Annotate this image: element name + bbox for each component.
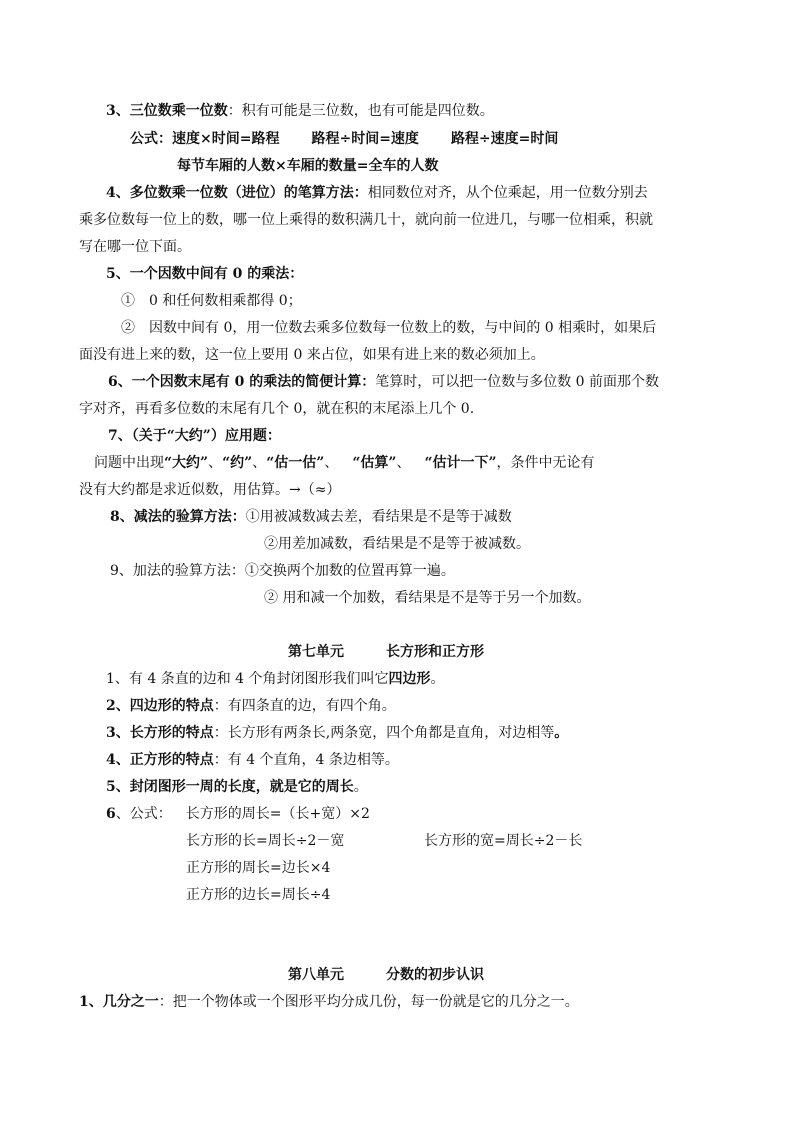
s7-keyword-5: “估计一下” bbox=[424, 455, 497, 471]
s5-heading: 5、一个因数中间有 0 的乘法： bbox=[106, 266, 304, 282]
s7-sep-3: 、 bbox=[324, 455, 339, 471]
s4-line-2: 乘多位数每一位上的数，哪一位上乘得的数积满几十，就向前一位进几，与哪一位相乘，积就 bbox=[79, 212, 653, 228]
unit7-point-1-bold: 四边形 bbox=[388, 671, 431, 687]
s4-line-3: 写在哪一位下面。 bbox=[79, 239, 191, 255]
s3-text: ：积有可能是三位数，也有可能是四位数。 bbox=[227, 103, 494, 119]
s4-heading: 4、多位数乘一位数（进位）的笔算方法： bbox=[106, 185, 368, 201]
s7-keyword-4: “估算” bbox=[352, 455, 397, 471]
unit8-title bbox=[288, 966, 484, 984]
formula-line-1 bbox=[130, 130, 558, 148]
unit7-point-3 bbox=[106, 724, 568, 742]
s5-item-2-line-1: ② 因数中间有 0，用一位数去乘多位数每一位数上的数，与中间的 0 相乘时，如果后 bbox=[121, 320, 657, 336]
s7-sep-1: 、 bbox=[208, 455, 223, 471]
unit7-point-3-end: 。 bbox=[554, 725, 569, 741]
formula-square-side: 正方形的边长=周长÷4 bbox=[186, 887, 331, 903]
unit8-point-1-text: ：把一个物体或一个图形平均分成几份，每一份就是它的几分之一。 bbox=[158, 994, 579, 1010]
unit7-point-2 bbox=[106, 697, 396, 715]
s9-method-2: ② 用和减一个加数，看结果是不是等于另一个加数。 bbox=[264, 590, 591, 606]
formula-rect-length: 长方形的长=周长÷2－宽 bbox=[186, 833, 345, 849]
s7-keyword-1: “大约” bbox=[164, 455, 209, 471]
s5-item-2-line-2: 面没有进上来的数，这一位上要用 0 来占位，如果有进上来的数必须加上。 bbox=[79, 347, 545, 363]
unit7-point-1-end: 。 bbox=[430, 671, 445, 687]
s7-heading: 7、（关于“大约”）应用题： bbox=[108, 428, 281, 444]
unit7-point-6 bbox=[106, 805, 370, 823]
s6-heading: 6、一个因数末尾有 0 的乘法的简便计算： bbox=[108, 374, 376, 390]
s4-text-1: 相同数位对齐，从个位乘起，用一位数分别去 bbox=[367, 185, 648, 201]
unit8-point-1-head: 1、几分之一 bbox=[79, 994, 159, 1010]
unit8-title-number: 第八单元 bbox=[288, 967, 344, 983]
s8-method-2: ②用差加减数，看结果是不是等于被减数。 bbox=[264, 536, 530, 552]
s7-sep-4: 、 bbox=[396, 455, 411, 471]
unit7-point-1 bbox=[106, 670, 445, 688]
unit7-point-2-head: 2、四边形的特点 bbox=[106, 698, 214, 714]
s4-line-1 bbox=[106, 184, 648, 202]
unit8-title-topic: 分数的初步认识 bbox=[386, 967, 484, 983]
s6-line-1 bbox=[108, 373, 659, 391]
s3-line bbox=[106, 102, 494, 120]
unit7-point-6-lead: 、公式： bbox=[115, 806, 172, 822]
formula-rect-perimeter: 长方形的周长=（长+宽）×2 bbox=[185, 806, 370, 822]
s8-method-1: ①用被减数减去差，看结果是不是等于减数 bbox=[245, 509, 512, 525]
unit7-point-4-text: ：有 4 个直角，4 条边相等。 bbox=[213, 752, 399, 768]
unit7-point-1-text: 1、有 4 条直的边和 4 个角封闭图形我们叫它 bbox=[106, 671, 389, 687]
s8-line-1 bbox=[110, 508, 512, 526]
s8-heading: 8、减法的验算方法： bbox=[110, 509, 246, 525]
unit7-point-3-head: 3、长方形的特点 bbox=[106, 725, 214, 741]
unit7-point-5 bbox=[106, 778, 368, 796]
s9-heading: 9、加法的验算方法： bbox=[110, 563, 245, 579]
unit8-point-1 bbox=[79, 993, 579, 1011]
unit7-title-topic: 长方形和正方形 bbox=[386, 644, 484, 660]
unit7-point-3-text: ：长方形有两条长,两条宽，四个角都是直角，对边相等 bbox=[213, 725, 555, 741]
unit7-point-5-head: 5、封闭图形一周的长度，就是它的周长 bbox=[106, 779, 354, 795]
s7-line-1 bbox=[94, 454, 595, 472]
s7-keyword-2: “约” bbox=[222, 455, 253, 471]
s7-post: ，条件中无论有 bbox=[496, 455, 595, 471]
formula-distance-speed: 路程÷速度=时间 bbox=[450, 131, 559, 147]
s9-method-1: ①交换两个加数的位置再算一遍。 bbox=[244, 563, 455, 579]
s5-item-1: ① 0 和任何数相乘都得 0； bbox=[121, 293, 302, 309]
s7-line-2: 没有大约都是求近似数，用估算。→（≈） bbox=[79, 482, 341, 498]
s6-line-2: 字对齐，再看多位数的末尾有几个 0，就在积的末尾添上几个 0. bbox=[79, 401, 475, 417]
unit7-point-2-text: ：有四条直的边，有四个角。 bbox=[213, 698, 396, 714]
s7-keyword-3: “估一估” bbox=[266, 455, 325, 471]
unit7-point-5-end: 。 bbox=[353, 779, 368, 795]
unit7-title-number: 第七单元 bbox=[288, 644, 344, 660]
unit7-point-4 bbox=[106, 751, 399, 769]
s7-sep-2: 、 bbox=[252, 455, 267, 471]
unit7-point-4-head: 4、正方形的特点 bbox=[106, 752, 214, 768]
formula-speed-time: 公式：速度×时间=路程 bbox=[130, 131, 280, 147]
formula-rect-width: 长方形的宽=周长÷2－长 bbox=[424, 833, 583, 849]
unit7-point-6-head: 6 bbox=[106, 806, 116, 822]
formula-line-2: 每节车厢的人数×车厢的数量=全车的人数 bbox=[177, 158, 439, 174]
s7-pre: 问题中出现 bbox=[94, 455, 164, 471]
formula-square-perimeter: 正方形的周长=边长×4 bbox=[186, 860, 331, 876]
unit7-title bbox=[288, 643, 484, 661]
s6-text-1: 笔算时，可以把一位数与多位数 0 前面那个数 bbox=[375, 374, 660, 390]
s3-heading: 3、三位数乘一位数 bbox=[106, 103, 228, 119]
formula-distance-time: 路程÷时间=速度 bbox=[311, 131, 419, 147]
s9-line-1 bbox=[110, 562, 455, 580]
